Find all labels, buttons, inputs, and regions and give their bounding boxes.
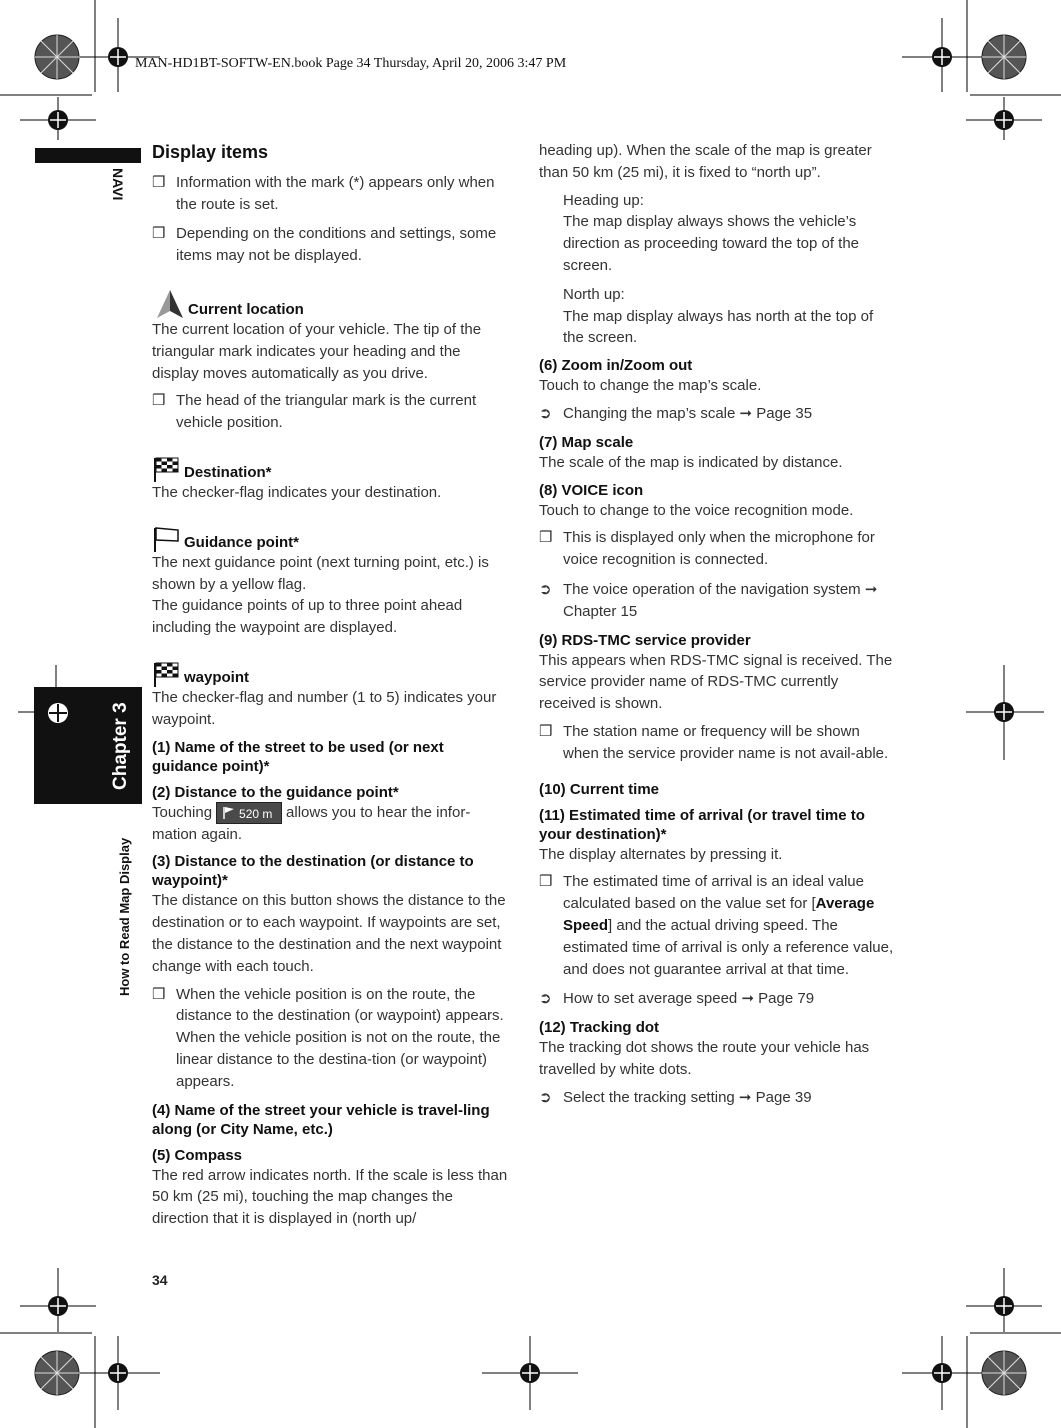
current-location-note: ❒ The head of the triangular mark is the current vehicle position. (152, 392, 477, 432)
item-3-title: (3) Distance to the destination (or distance to waypoint)* (152, 853, 474, 890)
item-12-title: (12) Tracking dot (539, 1019, 660, 1037)
current-location-title: Current location (152, 289, 508, 319)
item-5-body: The red arrow indicates north. If the scale is less than 50 km (25 mi), touching the map changes the direction that it is displayed in (north up/ (152, 1166, 508, 1228)
item-6-title: (6) Zoom in/Zoom out (539, 357, 693, 375)
waypoint-title: waypoint (152, 661, 508, 687)
print-header: MAN-HD1BT-SOFTW-EN.book Page 34 Thursday, April 20, 2006 3:47 PM (135, 56, 567, 71)
north-up-body: The map display always has north at the top of the screen. (563, 307, 874, 347)
item-8-note: ❒ This is displayed only when the microphone for voice recognition is connected. (539, 529, 875, 569)
item-11-note: ❒ The estimated time of arrival is an ideal value calculated based on the value set for [Average Speed] and the actual driving speed. The estimated time of arrival is only a reference value, and does not guarantee arrival at that time. (539, 873, 894, 978)
checkbox-mark-icon: ❒ (539, 873, 553, 891)
item-2-body: Touching 520 m allows you to hear the infor-mation again. (152, 803, 471, 843)
item-6-body: Touch to change the map’s scale. (539, 377, 762, 395)
waypoint-body: The checker-flag and number (1 to 5) indicates your waypoint. (152, 688, 497, 728)
reference-arrow-icon: ➲ (539, 404, 552, 422)
item-9-title: (9) RDS-TMC service provider (539, 631, 751, 649)
item-12-ref[interactable]: ➲ Select the tracking setting ➞ Page 39 (539, 1087, 895, 1109)
chapter-registration-icon (43, 698, 73, 728)
item-11-ref[interactable]: ➲ How to set average speed ➞ Page 79 (539, 988, 895, 1010)
destination-title: Destination* (152, 456, 508, 482)
checkbox-mark-icon: ❒ (152, 985, 166, 1003)
item-8-ref[interactable]: ➲ The voice operation of the navigation system ➞ Chapter 15 (539, 580, 878, 620)
distance-button-label: 520 m (239, 806, 273, 821)
checkbox-mark-icon: ❒ (152, 392, 166, 410)
chapter-label: Chapter 3 (110, 702, 131, 790)
item-6-ref[interactable]: ➲ Changing the map’s scale ➞ Page 35 (539, 403, 895, 425)
checkbox-mark-icon: ❒ (152, 225, 166, 243)
item-8-title: (8) VOICE icon (539, 481, 644, 499)
compass-continued: heading up). When the scale of the map is greater than 50 km (25 mi), it is fixed to “north up”. (539, 142, 872, 181)
item-9-note: ❒ The station name or frequency will be shown when the service provider name is not avail-able. (539, 722, 889, 762)
item-2-title: (2) Distance to the guidance point* (152, 783, 399, 801)
current-location-body: The current location of your vehicle. The tip of the triangular mark indicates your heading and the display moves automatically as you drive. (152, 320, 482, 382)
reference-arrow-icon: ➲ (539, 990, 552, 1008)
note-conditions: ❒ Depending on the conditions and settings, some items may not be displayed. (152, 225, 497, 265)
item-3-note: ❒ When the vehicle position is on the route, the distance to the destination (or waypoint) appears. When the vehicle position is not on the route, the linear distance to the destina-tion (or waypoint) appears. (152, 985, 504, 1090)
average-speed-label: Average Speed (563, 895, 875, 934)
reference-arrow-icon: ➲ (539, 580, 552, 598)
guidance-point-title: Guidance point* (152, 526, 508, 552)
item-12-body: The tracking dot shows the route your vehicle has travelled by white dots. (539, 1039, 870, 1078)
heading-up-label: Heading up: (563, 191, 644, 209)
item-8-body: Touch to change to the voice recognition mode. (539, 501, 854, 519)
item-9-body: This appears when RDS-TMC signal is received. The service provider name of RDS-TMC currently received is shown. (539, 651, 893, 713)
triangle-vehicle-icon (152, 289, 184, 319)
item-11-body: The display alternates by pressing it. (539, 845, 783, 863)
chapter-label-wrap (110, 690, 140, 800)
section-side-label-wrap (117, 810, 137, 1000)
item-10-title: (10) Current time (539, 780, 660, 798)
checkbox-mark-icon: ❒ (539, 529, 553, 547)
checker-flag-icon (152, 456, 180, 482)
distance-button[interactable] (216, 802, 282, 824)
destination-body: The checker-flag indicates your destination. (152, 483, 442, 501)
navi-bar (35, 148, 141, 163)
waypoint-flag-icon (152, 661, 180, 687)
item-7-title: (7) Map scale (539, 433, 634, 451)
guidance-point-body-2: The guidance points of up to three point ahead including the waypoint are displayed. (152, 597, 463, 637)
item-5-title: (5) Compass (152, 1146, 243, 1164)
navi-tab (106, 168, 128, 208)
checkbox-mark-icon: ❒ (539, 722, 553, 740)
note-route-mark: ❒ Information with the mark (*) appears only when the route is set. (152, 173, 495, 213)
north-up-label: North up: (563, 285, 625, 303)
item-3-body: The distance on this button shows the distance to the destination or to each waypoint. If waypoints are set, the distance to the destination and the next waypoint change with each touch. (152, 892, 506, 975)
item-1-title: (1) Name of the street to be used (or next guidance point)* (152, 738, 444, 775)
display-items-heading: Display items (152, 142, 269, 162)
left-column (152, 140, 508, 1230)
right-column (539, 140, 895, 1117)
heading-up-body: The map display always shows the vehicle’s direction as proceeding toward the top of the screen. (563, 213, 860, 274)
item-7-body: The scale of the map is indicated by distance. (539, 453, 843, 471)
flag-icon (222, 806, 236, 820)
checkbox-mark-icon: ❒ (152, 173, 166, 191)
item-11-title: (11) Estimated time of arrival (or travel time to your destination)* (539, 806, 865, 843)
guidance-flag-icon (152, 526, 180, 552)
section-side-label: How to Read Map Display (117, 837, 132, 996)
reference-arrow-icon: ➲ (539, 1088, 552, 1106)
guidance-point-body-1: The next guidance point (next turning point, etc.) is shown by a yellow flag. (152, 553, 489, 593)
page-number: 34 (152, 1272, 168, 1288)
item-4-title: (4) Name of the street your vehicle is travel-ling along (or City Name, etc.) (152, 1101, 490, 1138)
navi-label: NAVI (110, 168, 126, 201)
